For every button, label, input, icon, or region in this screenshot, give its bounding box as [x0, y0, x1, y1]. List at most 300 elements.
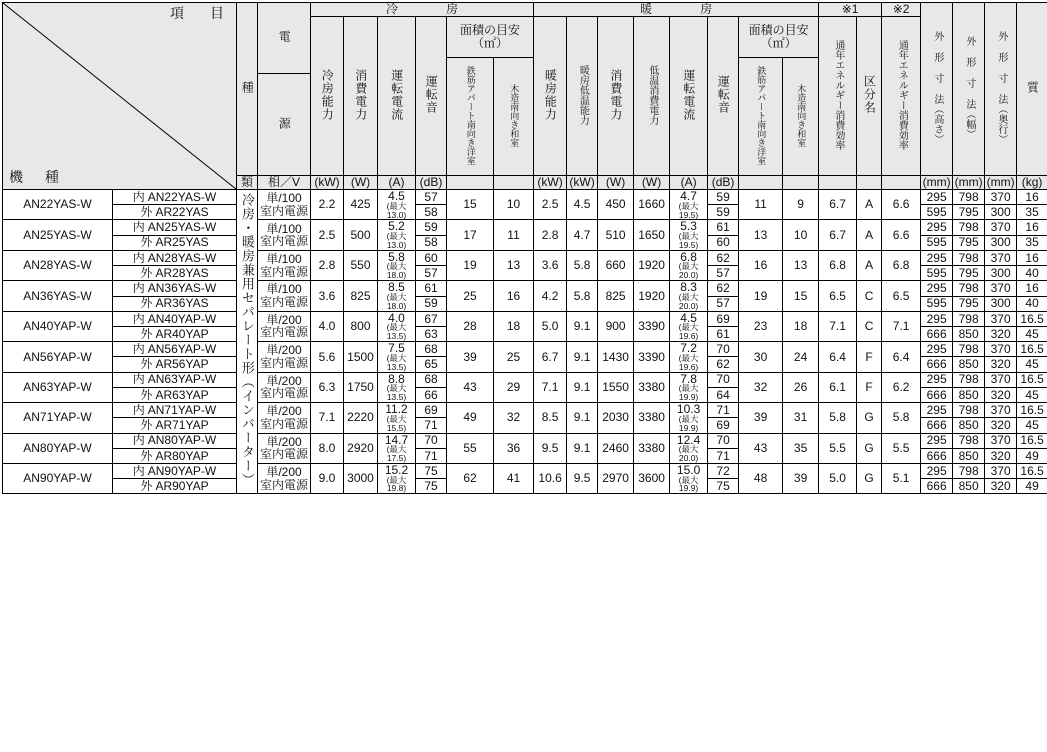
- kubun-cell: G: [857, 433, 882, 463]
- cool-noise-indoor-cell: 68: [416, 342, 447, 357]
- heat-capacity-cell: 7.1: [534, 372, 567, 402]
- heat-capacity-cell: 3.6: [534, 250, 567, 280]
- cool-area-tekkin-cell: 25: [447, 281, 494, 311]
- apf1-cell: 5.0: [819, 463, 857, 493]
- header-col-heat-area-mokuzou: 木造南向き和室: [783, 58, 819, 176]
- heat-current-cell: [670, 463, 708, 493]
- heat-lowtemp-capacity-cell: 5.8: [567, 281, 598, 311]
- heat-noise-indoor-cell: 61: [708, 220, 739, 235]
- height-indoor-cell: 295: [921, 403, 953, 418]
- cool-capacity-cell: 6.3: [311, 372, 344, 402]
- model-name-cell: AN63YAP-W: [3, 372, 113, 402]
- cool-noise-outdoor-cell: 57: [416, 266, 447, 281]
- cool-current-cell: [378, 250, 416, 280]
- kubun-cell: A: [857, 250, 882, 280]
- apf2-cell: 5.1: [882, 463, 921, 493]
- cool-current-value: 15.2: [385, 463, 408, 477]
- table-row: [3, 342, 1047, 357]
- heat-current-value: 4.7: [680, 189, 697, 203]
- header-unit-heat-db: (dB): [708, 176, 739, 190]
- cool-noise-outdoor-cell: 71: [416, 418, 447, 433]
- outdoor-unit-cell: [113, 296, 237, 311]
- header-unit-heat-area-tekkin: [739, 176, 783, 190]
- depth-indoor-cell: 370: [985, 311, 1017, 326]
- cool-power-cell: 2220: [344, 403, 378, 433]
- heat-area-tekkin-cell: 32: [739, 372, 783, 402]
- heat-area-mokuzou-cell: 9: [783, 190, 819, 220]
- indoor-unit-cell: [113, 311, 237, 326]
- depth-outdoor-cell: 320: [985, 357, 1017, 372]
- cool-area-mokuzou-cell: 41: [494, 463, 534, 493]
- heat-area-mokuzou-cell: 26: [783, 372, 819, 402]
- cool-noise-indoor-cell: 60: [416, 250, 447, 265]
- cool-current-value: 5.2: [388, 219, 405, 233]
- heat-current-cell: [670, 250, 708, 280]
- apf2-cell: 6.5: [882, 281, 921, 311]
- indoor-mark: 内: [133, 312, 145, 326]
- header-group-weight: 質: [1017, 3, 1047, 176]
- heat-noise-indoor-cell: 70: [708, 342, 739, 357]
- cool-power-cell: 500: [344, 220, 378, 250]
- cool-area-tekkin-cell: 49: [447, 403, 494, 433]
- outdoor-unit-name: AR90YAP: [155, 479, 208, 493]
- outdoor-unit-name: AR71YAP: [155, 418, 208, 432]
- height-outdoor-cell: 666: [921, 448, 953, 463]
- depth-outdoor-cell: 300: [985, 266, 1017, 281]
- weight-indoor-cell: 16.5: [1017, 403, 1047, 418]
- weight-outdoor-cell: 40: [1017, 266, 1047, 281]
- header-col-cool-power: 消費電力: [344, 16, 378, 176]
- cool-current-max: (最大18.0): [378, 293, 415, 311]
- heat-power-cell: 450: [598, 190, 634, 220]
- apf2-cell: 6.2: [882, 372, 921, 402]
- indoor-unit-cell: [113, 463, 237, 478]
- height-outdoor-cell: 666: [921, 387, 953, 402]
- heat-area-tekkin-cell: 39: [739, 403, 783, 433]
- model-name-cell: AN90YAP-W: [3, 463, 113, 493]
- heat-lowtemp-capacity-cell: 9.1: [567, 403, 598, 433]
- height-outdoor-cell: 666: [921, 418, 953, 433]
- cool-area-mokuzou-cell: 18: [494, 311, 534, 341]
- cool-area-tekkin-cell: 15: [447, 190, 494, 220]
- outdoor-mark: 外: [140, 479, 152, 493]
- cool-noise-outdoor-cell: 63: [416, 326, 447, 341]
- header-group-type: 種: [237, 3, 258, 176]
- depth-indoor-cell: 370: [985, 250, 1017, 265]
- heat-noise-outdoor-cell: 59: [708, 205, 739, 220]
- width-outdoor-cell: 795: [953, 205, 985, 220]
- corner-diagonal-cell: [3, 3, 237, 190]
- header-unit-heat-a: (A): [670, 176, 708, 190]
- header-col-heat-area-tekkin: 鉄筋アパート南向き洋室: [739, 58, 783, 176]
- indoor-mark: 内: [133, 220, 145, 234]
- indoor-mark: 内: [133, 433, 145, 447]
- cool-current-cell: [378, 190, 416, 220]
- cool-current-max: (最大13.0): [378, 232, 415, 250]
- header-unit-heat-low-w: (W): [634, 176, 670, 190]
- apf1-cell: 7.1: [819, 311, 857, 341]
- width-indoor-cell: 798: [953, 220, 985, 235]
- heat-current-cell: [670, 311, 708, 341]
- model-name-cell: AN80YAP-W: [3, 433, 113, 463]
- heat-area-mokuzou-cell: 39: [783, 463, 819, 493]
- depth-indoor-cell: 370: [985, 342, 1017, 357]
- weight-outdoor-cell: 45: [1017, 357, 1047, 372]
- outdoor-mark: 外: [140, 418, 152, 432]
- cool-noise-outdoor-cell: 65: [416, 357, 447, 372]
- indoor-unit-cell: [113, 281, 237, 296]
- indoor-unit-cell: [113, 220, 237, 235]
- indoor-unit-name: AN80YAP-W: [148, 433, 216, 447]
- kubun-cell: G: [857, 403, 882, 433]
- cool-capacity-cell: 8.0: [311, 433, 344, 463]
- heat-capacity-cell: 5.0: [534, 311, 567, 341]
- width-indoor-cell: 798: [953, 281, 985, 296]
- heat-current-value: 4.5: [680, 311, 697, 325]
- heat-power-cell: 2030: [598, 403, 634, 433]
- indoor-unit-name: AN71YAP-W: [148, 403, 216, 417]
- power-source-cell: 単/100 室内電源: [258, 220, 311, 250]
- heat-power-cell: 2970: [598, 463, 634, 493]
- cool-current-cell: [378, 403, 416, 433]
- header-unit-phase-volt: 相／V: [258, 176, 311, 190]
- heat-noise-outdoor-cell: 60: [708, 235, 739, 250]
- cool-area-tekkin-cell: 62: [447, 463, 494, 493]
- weight-indoor-cell: 16.5: [1017, 433, 1047, 448]
- heat-capacity-cell: 2.8: [534, 220, 567, 250]
- height-outdoor-cell: 595: [921, 235, 953, 250]
- width-outdoor-cell: 850: [953, 418, 985, 433]
- weight-indoor-cell: 16: [1017, 190, 1047, 205]
- depth-outdoor-cell: 320: [985, 387, 1017, 402]
- header-unit-apf1: [819, 176, 857, 190]
- outdoor-unit-cell: [113, 357, 237, 372]
- cool-current-value: 4.5: [388, 189, 405, 203]
- heat-lowtemp-capacity-cell: 4.7: [567, 220, 598, 250]
- header-col-heat-area: 面積の目安（㎡）: [739, 16, 819, 58]
- cool-current-max: (最大13.0): [378, 202, 415, 220]
- header-col-heat-capacity: 暖房能力: [534, 16, 567, 176]
- width-outdoor-cell: 795: [953, 296, 985, 311]
- specification-table: [2, 2, 1047, 494]
- cool-area-tekkin-cell: 28: [447, 311, 494, 341]
- heat-noise-outdoor-cell: 57: [708, 266, 739, 281]
- heat-lowtemp-power-cell: 1660: [634, 190, 670, 220]
- cool-noise-outdoor-cell: 59: [416, 296, 447, 311]
- depth-indoor-cell: 370: [985, 220, 1017, 235]
- kubun-cell: G: [857, 463, 882, 493]
- heat-current-max: (最大19.5): [670, 202, 707, 220]
- heat-noise-indoor-cell: 70: [708, 372, 739, 387]
- height-outdoor-cell: 666: [921, 357, 953, 372]
- heat-lowtemp-capacity-cell: 9.1: [567, 342, 598, 372]
- heat-power-cell: 825: [598, 281, 634, 311]
- cool-power-cell: 1750: [344, 372, 378, 402]
- depth-indoor-cell: 370: [985, 281, 1017, 296]
- heat-lowtemp-capacity-cell: 9.5: [567, 463, 598, 493]
- cool-area-mokuzou-cell: 10: [494, 190, 534, 220]
- cool-current-value: 7.5: [388, 341, 405, 355]
- heat-current-cell: [670, 190, 708, 220]
- apf1-cell: 6.7: [819, 190, 857, 220]
- table-row: [3, 433, 1047, 448]
- heat-current-max: (最大19.9): [670, 384, 707, 402]
- header-unit-cool-db: (dB): [416, 176, 447, 190]
- cool-area-mokuzou-cell: 36: [494, 433, 534, 463]
- depth-outdoor-cell: 320: [985, 479, 1017, 494]
- table-row: [3, 463, 1047, 478]
- weight-indoor-cell: 16.5: [1017, 372, 1047, 387]
- header-col-heat-power: 消費電力: [598, 16, 634, 176]
- indoor-unit-name: AN25YAS-W: [148, 220, 216, 234]
- cool-current-value: 8.8: [388, 372, 405, 386]
- cool-noise-indoor-cell: 59: [416, 220, 447, 235]
- heat-area-mokuzou-cell: 10: [783, 220, 819, 250]
- heat-noise-indoor-cell: 70: [708, 433, 739, 448]
- weight-outdoor-cell: 45: [1017, 418, 1047, 433]
- outdoor-mark: 外: [140, 205, 152, 219]
- width-outdoor-cell: 850: [953, 357, 985, 372]
- header-unit-heat-kw: (kW): [534, 176, 567, 190]
- cool-current-max: (最大13.5): [378, 323, 415, 341]
- heat-current-max: (最大19.6): [670, 323, 707, 341]
- heat-power-cell: 2460: [598, 433, 634, 463]
- indoor-mark: 内: [133, 251, 145, 265]
- weight-indoor-cell: 16.5: [1017, 463, 1047, 478]
- indoor-unit-name: AN56YAP-W: [148, 342, 216, 356]
- heat-current-value: 5.3: [680, 219, 697, 233]
- cool-noise-outdoor-cell: 71: [416, 448, 447, 463]
- cool-power-cell: 425: [344, 190, 378, 220]
- heat-noise-outdoor-cell: 71: [708, 448, 739, 463]
- depth-indoor-cell: 370: [985, 463, 1017, 478]
- cool-noise-indoor-cell: 69: [416, 403, 447, 418]
- heat-current-cell: [670, 342, 708, 372]
- width-outdoor-cell: 850: [953, 326, 985, 341]
- cool-area-tekkin-cell: 43: [447, 372, 494, 402]
- depth-outdoor-cell: 300: [985, 296, 1017, 311]
- cool-noise-indoor-cell: 61: [416, 281, 447, 296]
- model-name-cell: AN22YAS-W: [3, 190, 113, 220]
- heat-lowtemp-power-cell: 1650: [634, 220, 670, 250]
- cool-current-cell: [378, 372, 416, 402]
- width-outdoor-cell: 850: [953, 448, 985, 463]
- cool-capacity-cell: 2.5: [311, 220, 344, 250]
- table-body: [3, 190, 1047, 494]
- indoor-mark: 内: [133, 281, 145, 295]
- cool-capacity-cell: 2.2: [311, 190, 344, 220]
- outdoor-mark: 外: [140, 388, 152, 402]
- height-outdoor-cell: 595: [921, 205, 953, 220]
- heat-current-max: (最大19.9): [670, 415, 707, 433]
- heat-current-cell: [670, 372, 708, 402]
- heat-current-value: 7.2: [680, 341, 697, 355]
- heat-noise-outdoor-cell: 61: [708, 326, 739, 341]
- power-source-cell: 単/200 室内電源: [258, 433, 311, 463]
- apf2-cell: 7.1: [882, 311, 921, 341]
- header-koumoku: 項 目: [170, 6, 230, 21]
- heat-capacity-cell: 10.6: [534, 463, 567, 493]
- height-indoor-cell: 295: [921, 342, 953, 357]
- power-source-cell: 単/100 室内電源: [258, 281, 311, 311]
- heat-noise-indoor-cell: 71: [708, 403, 739, 418]
- indoor-unit-name: AN40YAP-W: [148, 312, 216, 326]
- heat-current-value: 7.8: [680, 372, 697, 386]
- heat-power-cell: 510: [598, 220, 634, 250]
- outdoor-mark: 外: [140, 266, 152, 280]
- heat-power-cell: 1550: [598, 372, 634, 402]
- cool-power-cell: 550: [344, 250, 378, 280]
- header-group-depth: 外 形 寸 法（奥行）: [985, 3, 1017, 176]
- apf1-cell: 5.5: [819, 433, 857, 463]
- table-row: [3, 190, 1047, 205]
- weight-outdoor-cell: 49: [1017, 479, 1047, 494]
- header-unit-weight-kg: (kg): [1017, 176, 1047, 190]
- weight-outdoor-cell: 35: [1017, 205, 1047, 220]
- indoor-mark: 内: [133, 190, 145, 204]
- header-kisyu: 機 種: [9, 170, 63, 185]
- type-label-cell: 冷房・暖房兼用セパレート形（インバーター）: [237, 190, 258, 494]
- outdoor-unit-name: AR63YAP: [155, 388, 208, 402]
- heat-current-value: 12.4: [677, 433, 700, 447]
- header-group-note1: ※1: [819, 3, 882, 17]
- depth-indoor-cell: 370: [985, 190, 1017, 205]
- height-outdoor-cell: 666: [921, 326, 953, 341]
- header-col-heat-lowtemp-power: 低温消費電力: [634, 16, 670, 176]
- heat-capacity-cell: 8.5: [534, 403, 567, 433]
- heat-lowtemp-power-cell: 3390: [634, 342, 670, 372]
- power-source-cell: 単/200 室内電源: [258, 342, 311, 372]
- heat-noise-outdoor-cell: 64: [708, 387, 739, 402]
- kubun-cell: A: [857, 190, 882, 220]
- heat-lowtemp-capacity-cell: 9.1: [567, 311, 598, 341]
- width-indoor-cell: 798: [953, 190, 985, 205]
- height-indoor-cell: 295: [921, 463, 953, 478]
- header-unit-cool-a: (A): [378, 176, 416, 190]
- heat-area-tekkin-cell: 19: [739, 281, 783, 311]
- header-col-power-source: 源: [258, 73, 311, 176]
- outdoor-unit-cell: [113, 205, 237, 220]
- cool-area-tekkin-cell: 19: [447, 250, 494, 280]
- header-unit-cool-area-mokuzou: [494, 176, 534, 190]
- cool-current-max: (最大13.5): [378, 354, 415, 372]
- heat-noise-indoor-cell: 72: [708, 463, 739, 478]
- kubun-cell: C: [857, 281, 882, 311]
- header-col-cool-area-mokuzou: 木造南向き和室: [494, 58, 534, 176]
- width-indoor-cell: 798: [953, 250, 985, 265]
- table-row: [3, 311, 1047, 326]
- heat-lowtemp-power-cell: 1920: [634, 281, 670, 311]
- heat-noise-outdoor-cell: 62: [708, 357, 739, 372]
- height-indoor-cell: 295: [921, 281, 953, 296]
- cool-current-max: (最大19.8): [378, 476, 415, 494]
- header-unit-depth-mm: (mm): [985, 176, 1017, 190]
- cool-current-max: (最大13.5): [378, 384, 415, 402]
- header-unit-cool-area-tekkin: [447, 176, 494, 190]
- indoor-unit-cell: [113, 342, 237, 357]
- header-col-cool-area: 面積の目安（㎡）: [447, 16, 534, 58]
- kubun-cell: F: [857, 372, 882, 402]
- apf2-cell: 5.5: [882, 433, 921, 463]
- heat-current-cell: [670, 220, 708, 250]
- weight-outdoor-cell: 45: [1017, 326, 1047, 341]
- cool-current-cell: [378, 463, 416, 493]
- cool-current-value: 5.8: [388, 250, 405, 264]
- cool-noise-indoor-cell: 70: [416, 433, 447, 448]
- height-outdoor-cell: 595: [921, 296, 953, 311]
- cool-current-max: (最大15.5): [378, 415, 415, 433]
- header-col-heat-lowtemp-capacity: 暖房低温能力: [567, 16, 598, 176]
- indoor-unit-name: AN90YAP-W: [148, 464, 216, 478]
- heat-lowtemp-power-cell: 3600: [634, 463, 670, 493]
- kubun-cell: C: [857, 311, 882, 341]
- height-indoor-cell: 295: [921, 220, 953, 235]
- outdoor-unit-cell: [113, 235, 237, 250]
- weight-indoor-cell: 16: [1017, 250, 1047, 265]
- cool-power-cell: 3000: [344, 463, 378, 493]
- outdoor-unit-name: AR40YAP: [155, 327, 208, 341]
- heat-current-cell: [670, 433, 708, 463]
- kubun-cell: A: [857, 220, 882, 250]
- header-unit-cool-kw: (kW): [311, 176, 344, 190]
- heat-lowtemp-capacity-cell: 5.8: [567, 250, 598, 280]
- apf1-cell: 6.4: [819, 342, 857, 372]
- heat-area-mokuzou-cell: 15: [783, 281, 819, 311]
- heat-current-value: 6.8: [680, 250, 697, 264]
- apf1-cell: 6.7: [819, 220, 857, 250]
- header-col-heat-current: 運転電流: [670, 16, 708, 176]
- heat-power-cell: 1430: [598, 342, 634, 372]
- outdoor-unit-cell: [113, 326, 237, 341]
- header-group-height: 外 形 寸 法（高さ）: [921, 3, 953, 176]
- outdoor-unit-name: AR28YAS: [155, 266, 208, 280]
- height-indoor-cell: 295: [921, 311, 953, 326]
- heat-noise-indoor-cell: 62: [708, 250, 739, 265]
- table-row: [3, 372, 1047, 387]
- cool-noise-outdoor-cell: 58: [416, 235, 447, 250]
- header-group-cooling: 冷 房: [311, 3, 534, 17]
- heat-current-cell: [670, 403, 708, 433]
- indoor-unit-cell: [113, 433, 237, 448]
- heat-current-cell: [670, 281, 708, 311]
- header-group-heating: 暖 房: [534, 3, 819, 17]
- heat-lowtemp-capacity-cell: 4.5: [567, 190, 598, 220]
- depth-outdoor-cell: 300: [985, 205, 1017, 220]
- cool-noise-outdoor-cell: 75: [416, 479, 447, 494]
- power-source-cell: 単/200 室内電源: [258, 463, 311, 493]
- header-col-apf2: 通年エネルギー消費効率: [882, 16, 921, 176]
- heat-current-value: 10.3: [677, 402, 700, 416]
- header-unit-apf2: [882, 176, 921, 190]
- weight-indoor-cell: 16: [1017, 220, 1047, 235]
- header-col-heat-noise: 運転音: [708, 16, 739, 176]
- heat-lowtemp-power-cell: 3380: [634, 372, 670, 402]
- model-name-cell: AN25YAS-W: [3, 220, 113, 250]
- power-source-cell: 単/100 室内電源: [258, 250, 311, 280]
- model-name-cell: AN36YAS-W: [3, 281, 113, 311]
- cool-area-mokuzou-cell: 29: [494, 372, 534, 402]
- heat-lowtemp-power-cell: 3390: [634, 311, 670, 341]
- indoor-mark: 内: [133, 372, 145, 386]
- cool-current-value: 14.7: [385, 433, 408, 447]
- cool-noise-indoor-cell: 68: [416, 372, 447, 387]
- weight-outdoor-cell: 35: [1017, 235, 1047, 250]
- outdoor-unit-name: AR36YAS: [155, 296, 208, 310]
- indoor-unit-cell: [113, 372, 237, 387]
- header-group-width: 外 形 寸 法（幅）: [953, 3, 985, 176]
- header-col-cool-noise: 運転音: [416, 16, 447, 176]
- header-group-note2: ※2: [882, 3, 921, 17]
